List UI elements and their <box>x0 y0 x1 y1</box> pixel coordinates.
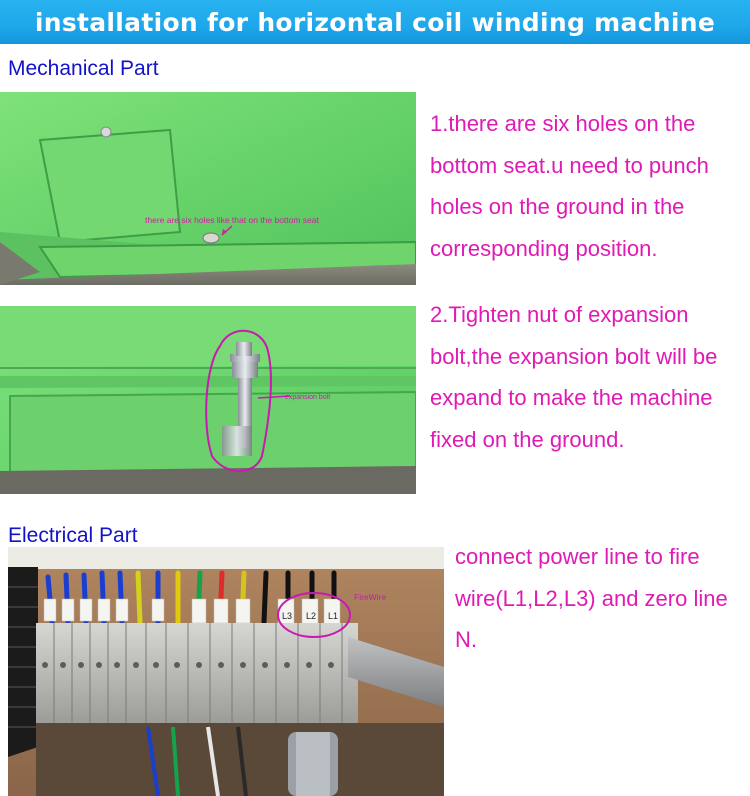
terminal-label-l3: L3 <box>282 611 293 621</box>
firewire-annotation: FireWire <box>354 592 387 602</box>
title-banner <box>0 0 750 44</box>
bolt-annotation: expansion bolt <box>285 394 331 401</box>
terminal-block-photo <box>8 547 444 796</box>
page-title: installation for horizontal coil winding machine <box>34 7 716 37</box>
bottom-seat-photo <box>0 92 416 285</box>
expansion-bolt-photo <box>0 306 416 494</box>
electrical-part-heading: Electrical Part <box>8 524 138 547</box>
step2-description: 2.Tighten nut of expansion bolt,the expansion bolt will be expand to make the machine fixed on the ground. <box>430 302 718 452</box>
hole-annotation: there are six holes like that on the bottom seat <box>145 215 319 225</box>
terminal-label-l1: L1 <box>328 611 339 621</box>
step1-description: 1.there are six holes on the bottom seat.u need to punch holes on the ground in the corresponding position. <box>430 111 709 261</box>
terminal-label-l2: L2 <box>306 611 317 621</box>
mechanical-part-heading: Mechanical Part <box>8 57 159 80</box>
electrical-description: connect power line to fire wire(L1,L2,L3) and zero line N. <box>455 544 728 652</box>
